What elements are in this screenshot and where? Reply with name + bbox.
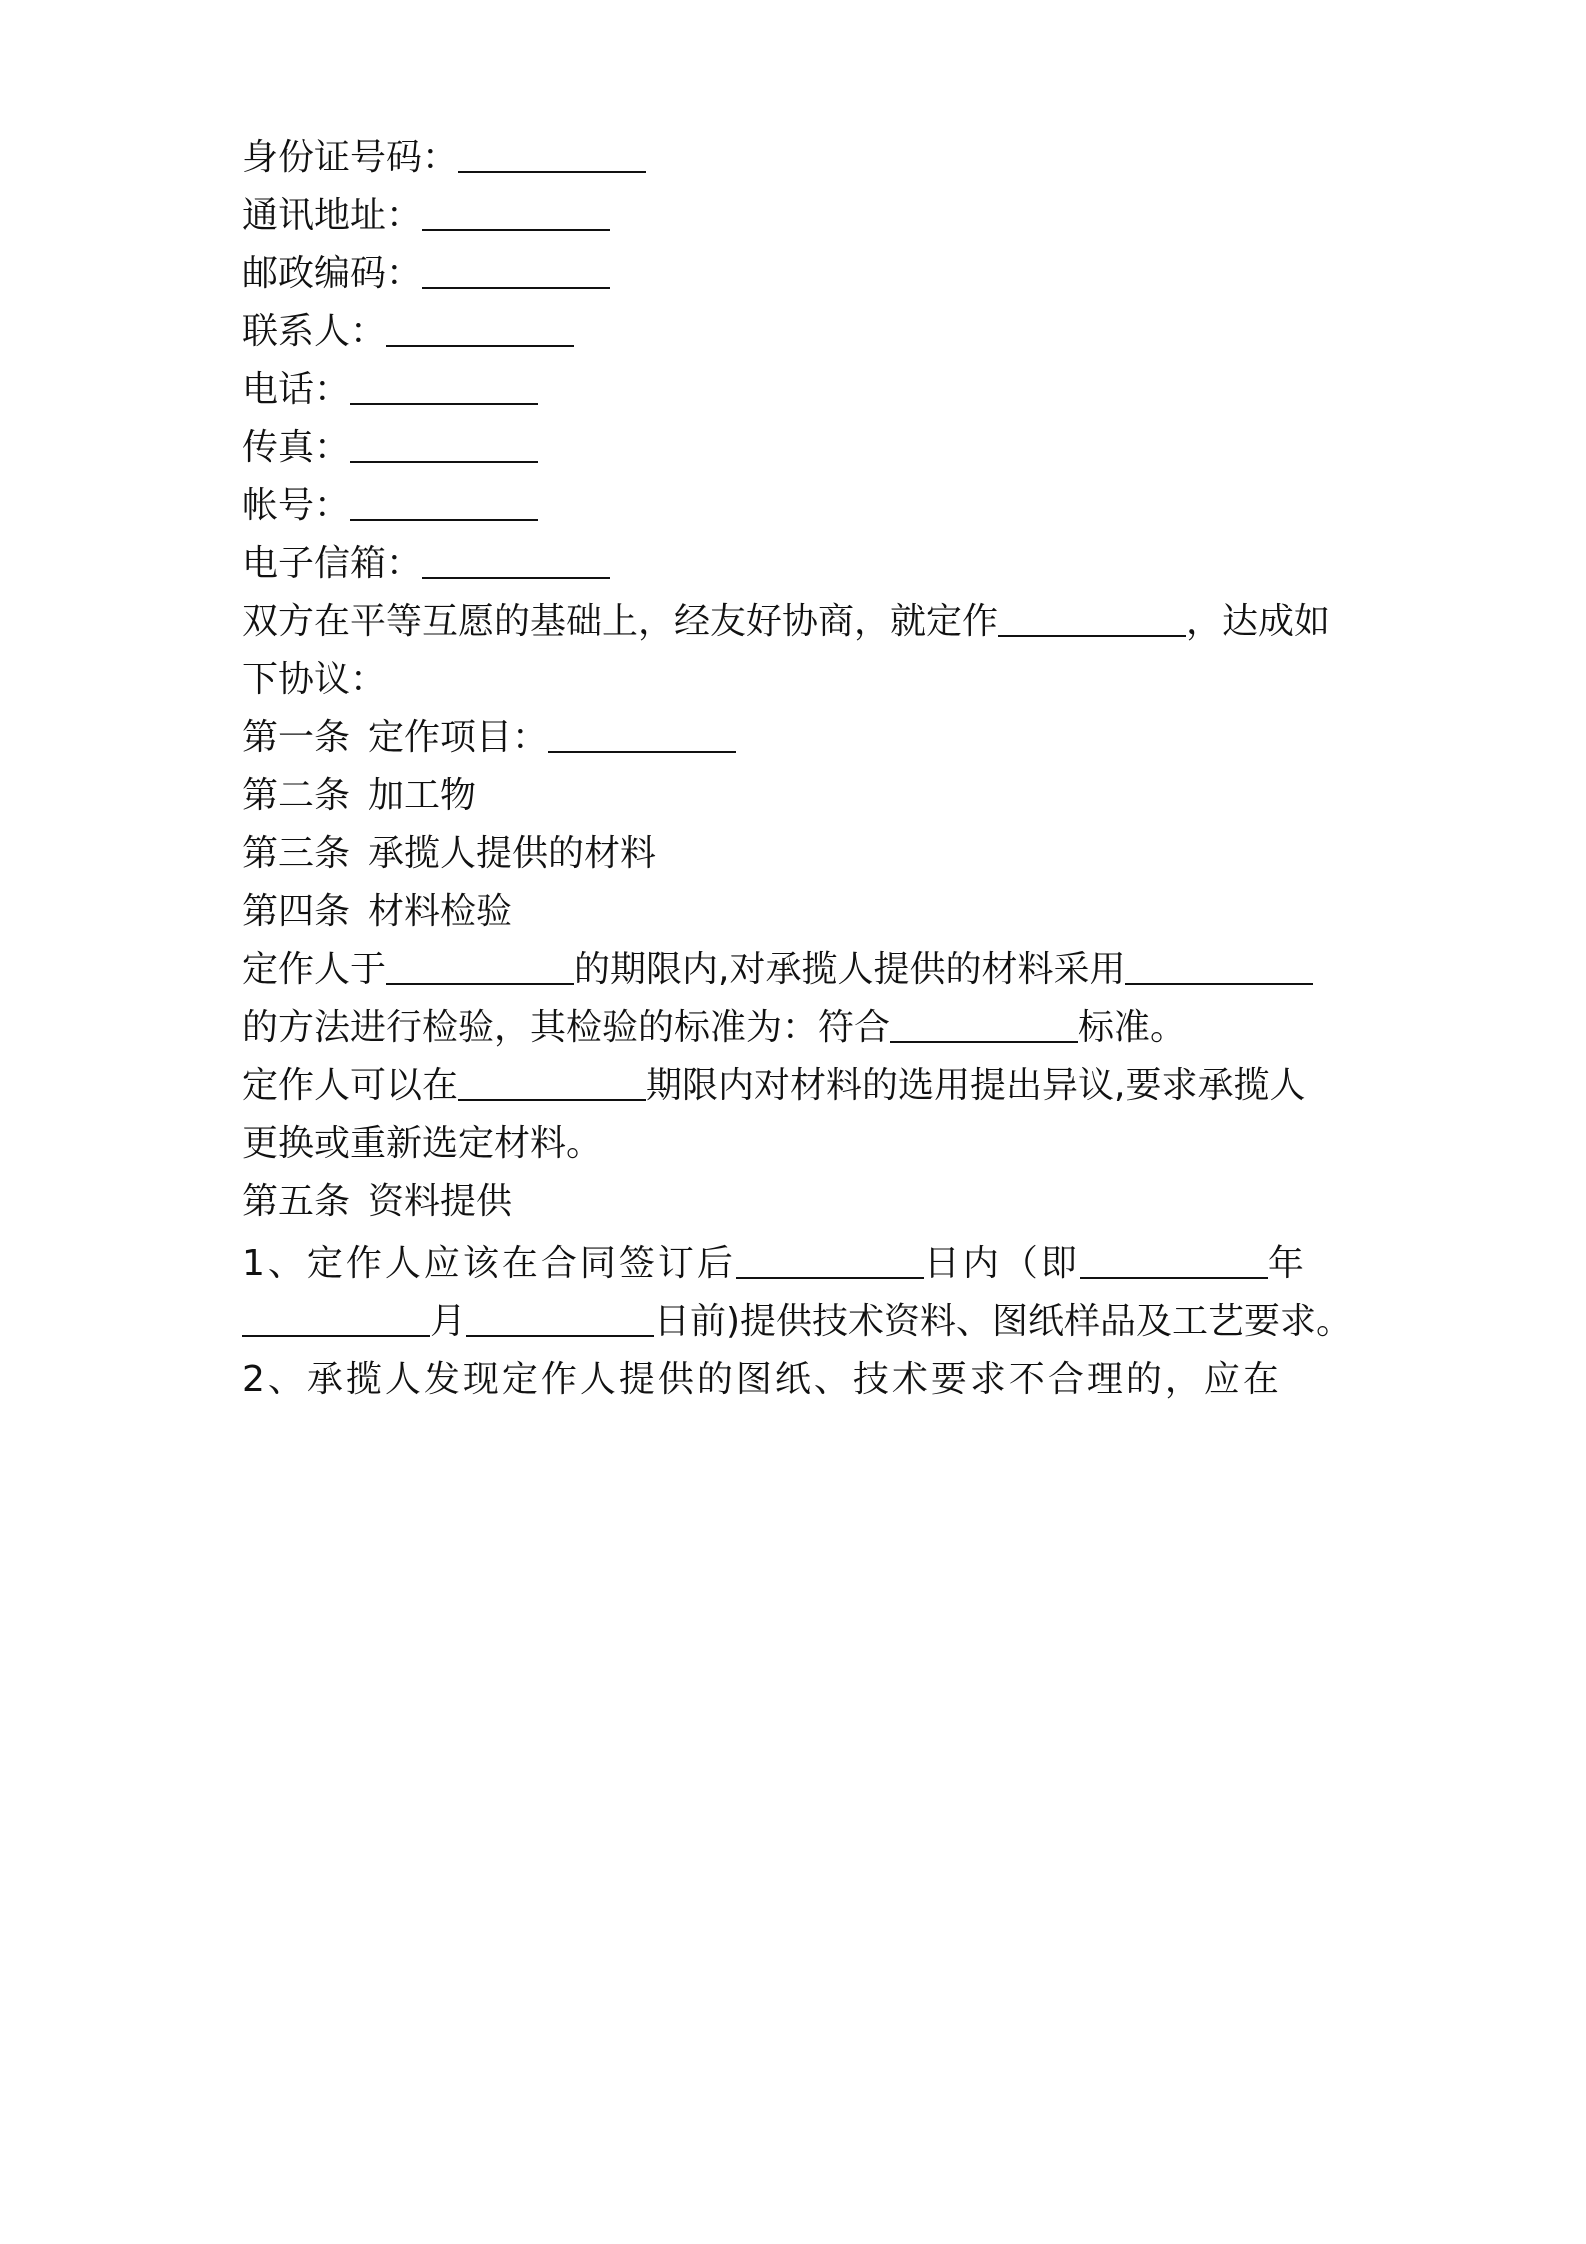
intro-paragraph-cont: [242, 650, 1362, 710]
field-phone: [242, 360, 1362, 420]
blank-line: [386, 309, 574, 347]
documents-clause-1-cont: [242, 1292, 1362, 1352]
intro-text: 双方在平等互愿的基础上，经友好协商，就定作: [242, 601, 999, 642]
field-label: 通讯地址：: [242, 195, 423, 236]
blank-line: [458, 135, 646, 173]
intro-text: 下协议：: [242, 659, 387, 700]
field-postal-code: [242, 244, 1362, 304]
body-text: 日内（即: [923, 1243, 1080, 1284]
blank-line: [386, 947, 574, 985]
blank-line: [1080, 1241, 1268, 1279]
blank-line: [1125, 947, 1313, 985]
field-label: 传真：: [242, 427, 351, 468]
body-text: 月: [430, 1301, 467, 1342]
field-label: 电话：: [242, 369, 351, 410]
blank-line: [458, 1063, 646, 1101]
field-label: 联系人：: [242, 311, 387, 352]
body-text: 定作人于: [242, 949, 387, 990]
field-email: [242, 534, 1362, 594]
field-id-number: [242, 128, 1362, 188]
body-text: 定作人可以在: [242, 1065, 459, 1106]
blank-line: [422, 193, 610, 231]
blank-line: [242, 1299, 430, 1337]
article-2: [242, 766, 1362, 826]
blank-line: [350, 483, 538, 521]
article-4: [242, 882, 1362, 942]
article-title: 材料检验: [368, 891, 513, 932]
blank-line: [350, 367, 538, 405]
article-number: 第三条: [242, 833, 351, 874]
article-number: 第二条: [242, 775, 351, 816]
documents-clause-1: [242, 1234, 1362, 1294]
body-text: 的方法进行检验，其检验的标准为：符合: [242, 1007, 891, 1048]
article-title: 资料提供: [368, 1181, 513, 1222]
intro-text: ，达成如: [1186, 601, 1331, 642]
field-address: [242, 186, 1362, 246]
article-number: 第五条: [242, 1181, 351, 1222]
article-title: 加工物: [368, 775, 477, 816]
blank-line: [422, 251, 610, 289]
article-title: 承揽人提供的材料: [368, 833, 657, 874]
blank-line: [466, 1299, 654, 1337]
field-contact: [242, 302, 1362, 362]
body-text: 年: [1267, 1243, 1307, 1284]
article-1: [242, 708, 1362, 768]
body-text: 2、承揽人发现定作人提供的图纸、技术要求不合理的，应在: [242, 1359, 1282, 1400]
field-fax: [242, 418, 1362, 478]
article-title: 定作项目：: [368, 717, 549, 758]
inspection-line-4: [242, 1114, 1362, 1174]
field-label: 身份证号码：: [242, 137, 459, 178]
body-text: 更换或重新选定材料。: [242, 1123, 603, 1164]
inspection-line-2: [242, 998, 1362, 1058]
field-label: 邮政编码：: [242, 253, 423, 294]
blank-line: [422, 541, 610, 579]
body-text: 期限内对材料的选用提出异议,要求承揽人: [646, 1065, 1306, 1106]
blank-line: [998, 599, 1186, 637]
inspection-line-3: [242, 1056, 1362, 1116]
body-text: 标准。: [1078, 1007, 1187, 1048]
body-text: 1、定作人应该在合同签订后: [242, 1243, 736, 1284]
intro-paragraph: [242, 592, 1362, 652]
documents-clause-2: [242, 1350, 1362, 1410]
blank-line: [350, 425, 538, 463]
inspection-line-1: [242, 940, 1362, 1000]
blank-line: [890, 1005, 1078, 1043]
field-account: [242, 476, 1362, 536]
field-label: 电子信箱：: [242, 543, 423, 584]
article-3: [242, 824, 1362, 884]
article-number: 第四条: [242, 891, 351, 932]
blank-line: [736, 1241, 924, 1279]
article-number: 第一条: [242, 717, 351, 758]
body-text: 的期限内,对承揽人提供的材料采用: [574, 949, 1126, 990]
field-label: 帐号：: [242, 485, 351, 526]
article-5: [242, 1172, 1362, 1232]
blank-line: [548, 715, 736, 753]
body-text: 日前)提供技术资料、图纸样品及工艺要求。: [654, 1301, 1353, 1342]
